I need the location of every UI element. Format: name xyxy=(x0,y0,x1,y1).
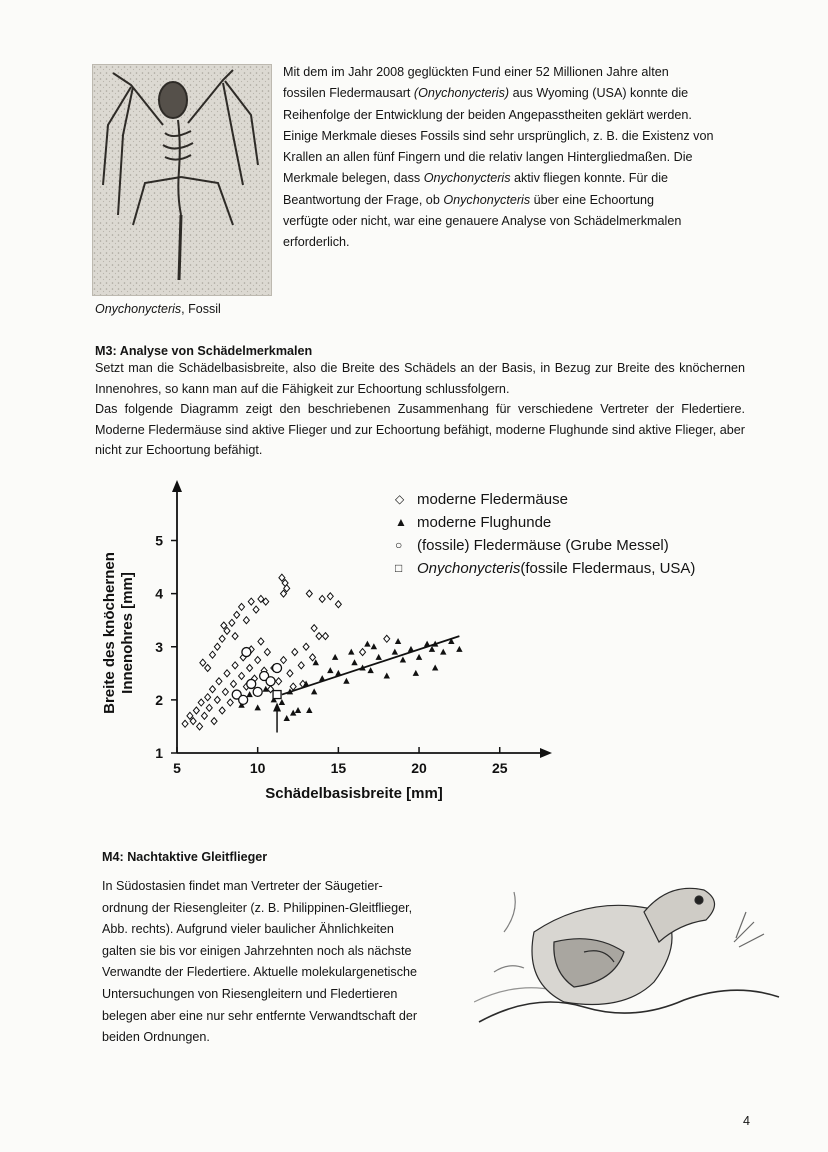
y-tick-label: 4 xyxy=(155,585,163,602)
diamond-point xyxy=(292,649,298,656)
triangle-point xyxy=(327,667,333,673)
chart-legend xyxy=(395,488,695,580)
diamond-point xyxy=(197,723,203,730)
triangle-point xyxy=(332,654,338,660)
triangle-marker-icon: ▲ xyxy=(395,515,407,529)
diamond-point xyxy=(319,595,325,602)
diamond-point xyxy=(310,654,316,661)
diamond-point xyxy=(290,683,296,690)
triangle-point xyxy=(392,649,398,655)
triangle-point xyxy=(376,654,382,660)
diamond-point xyxy=(327,593,333,600)
diamond-point xyxy=(322,633,328,640)
triangle-point xyxy=(348,649,354,655)
diamond-point xyxy=(239,672,245,679)
diamond-point xyxy=(360,649,366,656)
intro-text: Mit dem im Jahr 2008 geglückten Fund einer 52 Millionen Jahre alten fossilen Fledermausart (Onychonycteris) aus Wyoming (USA) konnte die Reihenfolge der Entwicklung der beiden Angepasstheiten geklärt werden. Einige Merkmale dieses Fossils sind sehr ursprünglich, z. B. die Existenz von Krallen an allen fünf Fingern und die relativ langen Hintergliedmaßen. Die Merkmale belegen, dass Onychonycteris aktiv fliegen konnte. Für die Beantwortung der Frage, ob Onychonycteris über eine Echoortung verfügte oder nicht, war eine genauere Analyse von Schädelmerkmalen erforderlich. xyxy=(283,65,714,250)
diamond-point xyxy=(311,625,317,632)
diamond-point xyxy=(253,606,259,613)
triangle-point xyxy=(246,691,252,697)
diamond-point xyxy=(316,633,322,640)
diamond-point xyxy=(298,662,304,669)
diamond-point xyxy=(219,707,225,714)
y-tick-label: 2 xyxy=(155,691,163,708)
diamond-point xyxy=(198,699,204,706)
triangle-point xyxy=(335,670,341,676)
diamond-point xyxy=(276,678,282,685)
diamond-point xyxy=(264,649,270,656)
y-tick-label: 3 xyxy=(155,638,163,655)
diamond-point xyxy=(211,718,217,725)
diamond-point xyxy=(234,611,240,618)
diamond-point xyxy=(306,590,312,597)
diamond-point xyxy=(281,657,287,664)
triangle-point xyxy=(343,678,349,684)
m3-text xyxy=(95,358,745,461)
diamond-point xyxy=(303,643,309,650)
diamond-point xyxy=(224,670,230,677)
triangle-point xyxy=(311,688,317,694)
triangle-point xyxy=(351,659,357,665)
diamond-point xyxy=(206,704,212,711)
y-tick-label: 5 xyxy=(155,532,163,549)
diamond-point xyxy=(384,635,390,642)
triangle-point xyxy=(456,646,462,652)
legend-entry-fledermaeuse: ◇ moderne Fledermäuse xyxy=(395,488,695,511)
circle-point xyxy=(247,679,256,688)
diamond-point xyxy=(210,651,216,658)
m3-paragraph-1: Setzt man die Schädelbasisbreite, also die Breite des Schädels an der Basis, in Bezug zur Breite des knöchernen Innenohres, so kann man auf die Fähigkeit zur Echoortung schlussfolgern. xyxy=(95,361,745,396)
m3-paragraph-2: Das folgende Diagramm zeigt den beschriebenen Zusammenhang für verschiedene Vertreter der Fledertiere. Moderne Fledermäuse sind aktive Flieger und zur Echoortung befähigt, moderne Flughunde sind aktive Flieger, aber nicht zur Echoortung befähigt. xyxy=(95,402,745,458)
diamond-point xyxy=(182,720,188,727)
diamond-point xyxy=(239,603,245,610)
triangle-point xyxy=(384,672,390,678)
triangle-point xyxy=(424,641,430,647)
m4-heading: M4: Nachtaktive Gleitflieger xyxy=(102,850,268,864)
triangle-point xyxy=(319,675,325,681)
m3-heading: M3: Analyse von Schädelmerkmalen xyxy=(95,344,313,358)
diamond-point xyxy=(248,598,254,605)
diamond-point xyxy=(287,670,293,677)
legend-entry-flughunde: ▲ moderne Flughunde xyxy=(395,511,695,534)
x-tick-label: 5 xyxy=(173,760,181,776)
triangle-point xyxy=(416,654,422,660)
diamond-point xyxy=(214,643,220,650)
triangle-point xyxy=(367,667,373,673)
glider-illustration xyxy=(474,872,782,1032)
diamond-point xyxy=(258,638,264,645)
diamond-point xyxy=(232,633,238,640)
triangle-point xyxy=(254,704,260,710)
diamond-marker-icon: ◇ xyxy=(395,492,405,506)
diamond-point xyxy=(219,635,225,642)
diamond-point xyxy=(232,662,238,669)
triangle-point xyxy=(413,670,419,676)
y-axis-label-line1: Breite des knöchernen xyxy=(101,552,118,714)
triangle-point xyxy=(371,643,377,649)
square-point xyxy=(273,691,281,699)
page-number: 4 xyxy=(743,1114,751,1128)
x-axis-arrow-icon xyxy=(540,748,552,758)
legend-entry-onychonycteris: □ Onychonycteris (fossile Fledermaus, USA) xyxy=(395,557,695,580)
diamond-point xyxy=(229,619,235,626)
circle-point xyxy=(266,677,275,686)
triangle-point xyxy=(395,638,401,644)
diamond-point xyxy=(205,694,211,701)
y-tick-label: 1 xyxy=(155,745,163,761)
x-axis-label: Schädelbasisbreite [mm] xyxy=(265,785,443,802)
diamond-point xyxy=(214,696,220,703)
circle-point xyxy=(273,664,282,673)
diamond-point xyxy=(230,680,236,687)
x-tick-label: 15 xyxy=(330,760,347,776)
triangle-point xyxy=(432,665,438,671)
diamond-point xyxy=(335,601,341,608)
y-axis-label-line2: Innenohres [mm] xyxy=(119,572,136,694)
diamond-point xyxy=(255,657,261,664)
triangle-point xyxy=(284,715,290,721)
triangle-point xyxy=(408,646,414,652)
triangle-point xyxy=(279,699,285,705)
triangle-point xyxy=(306,707,312,713)
circle-point xyxy=(239,695,248,704)
x-tick-label: 20 xyxy=(411,760,427,776)
diamond-point xyxy=(210,686,216,693)
x-tick-label: 10 xyxy=(249,760,266,776)
triangle-point xyxy=(440,649,446,655)
circle-marker-icon: ○ xyxy=(395,538,403,552)
m4-text: In Südostasien findet man Vertreter der Säugetier- ordnung der Riesengleiter (z. B. Philippinen-Gleitflieger, Abb. rechts). Aufgrund vieler baulicher Ähnlichkeiten galten sie bis vor einigen Jahrzehnten noch als nächste Verwandte der Fledertiere. Aktuelle molekulargenetische Untersuchungen von Riesengleitern und Fledertieren belegen aber eine nur sehr entfernte Verwandtschaft der beiden Ordnungen. xyxy=(102,879,418,1045)
triangle-point xyxy=(364,641,370,647)
x-tick-label: 25 xyxy=(491,760,508,776)
circle-point xyxy=(242,648,251,657)
diamond-point xyxy=(205,665,211,672)
diamond-point xyxy=(216,678,222,685)
diamond-point xyxy=(227,699,233,706)
diamond-point xyxy=(222,688,228,695)
diamond-point xyxy=(201,712,207,719)
y-axis-arrow-icon xyxy=(172,480,182,492)
diamond-point xyxy=(200,659,206,666)
triangle-point xyxy=(295,707,301,713)
diamond-point xyxy=(193,707,199,714)
square-marker-icon: □ xyxy=(395,561,403,575)
triangle-point xyxy=(400,657,406,663)
circle-point xyxy=(253,687,262,696)
fossil-caption: Onychonycteris, Fossil xyxy=(95,302,221,316)
diamond-point xyxy=(247,665,253,672)
fossil-image xyxy=(92,64,272,296)
diamond-point xyxy=(243,617,249,624)
legend-entry-messel: ○ (fossile) Fledermäuse (Grube Messel) xyxy=(395,534,695,557)
